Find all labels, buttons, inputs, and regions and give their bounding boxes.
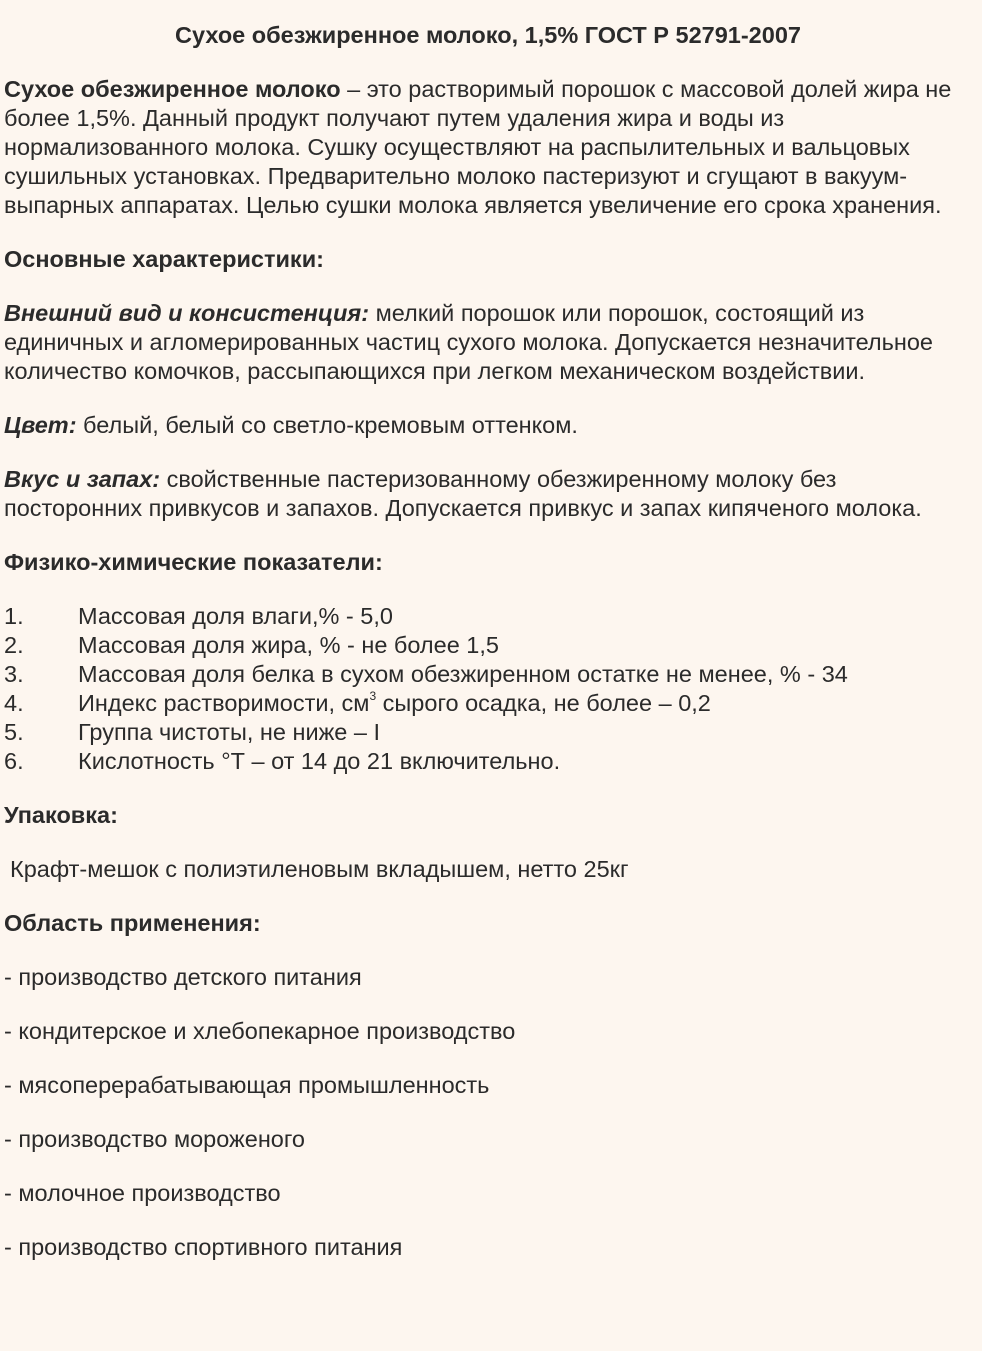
list-item-number: 4. xyxy=(4,690,24,716)
list-item-text: Группа чистоты, не ниже – I xyxy=(78,719,381,745)
list-item-text xyxy=(78,689,711,718)
application-item: - производство спортивного питания xyxy=(4,1234,403,1260)
list-item-text: Массовая доля белка в сухом обезжиренном остатке не менее, % - 34 xyxy=(78,661,848,687)
application-item: - молочное производство xyxy=(4,1180,281,1206)
appearance-label: Внешний вид и консистенция: xyxy=(4,300,370,326)
physchem-list xyxy=(4,602,976,776)
color-text: белый, белый со светло-кремовым оттенком. xyxy=(76,412,578,438)
document xyxy=(4,21,976,1287)
appearance-paragraph xyxy=(4,299,976,386)
list-item-number: 2. xyxy=(4,632,24,658)
packaging-heading: Упаковка: xyxy=(4,802,118,828)
document-title: Сухое обезжиренное молоко, 1,5% ГОСТ Р 52791-2007 xyxy=(175,22,801,48)
application-heading: Область применения: xyxy=(4,910,261,936)
taste-text: свойственные пастеризованному обезжиренному молоку без посторонних привкусов и запахов. Допускается привкус и запах кипяченого молока. xyxy=(4,466,922,521)
application-item: - мясоперерабатывающая промышленность xyxy=(4,1072,490,1098)
intro-term: Сухое обезжиренное молоко xyxy=(4,76,341,102)
list-item xyxy=(4,602,976,631)
list-item-text: Массовая доля влаги,% - 5,0 xyxy=(78,603,393,629)
list-item-number: 5. xyxy=(4,719,24,745)
taste-label: Вкус и запах: xyxy=(4,466,161,492)
list-item xyxy=(4,747,976,776)
application-item: - кондитерское и хлебопекарное производство xyxy=(4,1018,516,1044)
packaging-text: Крафт-мешок с полиэтиленовым вкладышем, нетто 25кг xyxy=(10,856,629,882)
list-item-text: Кислотность °Т – от 14 до 21 включительно. xyxy=(78,748,561,774)
list-item xyxy=(4,660,976,689)
color-label: Цвет: xyxy=(4,412,77,438)
list-item-text: Массовая доля жира, % - не более 1,5 xyxy=(78,632,499,658)
taste-paragraph xyxy=(4,465,976,523)
application-item: - производство детского питания xyxy=(4,964,362,990)
list-item-number: 3. xyxy=(4,661,24,687)
application-item: - производство мороженого xyxy=(4,1126,306,1152)
list-item xyxy=(4,689,976,718)
physchem-heading: Физико-химические показатели: xyxy=(4,549,383,575)
intro-paragraph xyxy=(4,75,976,220)
list-item xyxy=(4,718,976,747)
list-item xyxy=(4,631,976,660)
list-item-number: 1. xyxy=(4,603,24,629)
intro-text: – это растворимый порошок с массовой долей жира не более 1,5%. Данный продукт получают путем удаления жира и воды из нормализованного молока. Сушку осуществляют на распылительных и вальцовых сушильных установках. Предварительно молоко пастеризуют и сгущают в вакуум-выпарных аппаратах. Целью сушки молока является увеличение его срока хранения. xyxy=(4,76,952,218)
characteristics-heading: Основные характеристики: xyxy=(4,246,324,272)
color-paragraph xyxy=(4,411,976,440)
list-item-text-after: сырого осадка, не более – 0,2 xyxy=(376,690,711,716)
list-item-text-before: Индекс растворимости, см xyxy=(78,690,370,716)
appearance-text: мелкий порошок или порошок, состоящий из единичных и агломерированных частиц сухого молока. Допускается незначительное количество комочков, рассыпающихся при легком механическом воздействии. xyxy=(4,300,933,384)
superscript: 3 xyxy=(369,689,377,704)
list-item-number: 6. xyxy=(4,748,24,774)
